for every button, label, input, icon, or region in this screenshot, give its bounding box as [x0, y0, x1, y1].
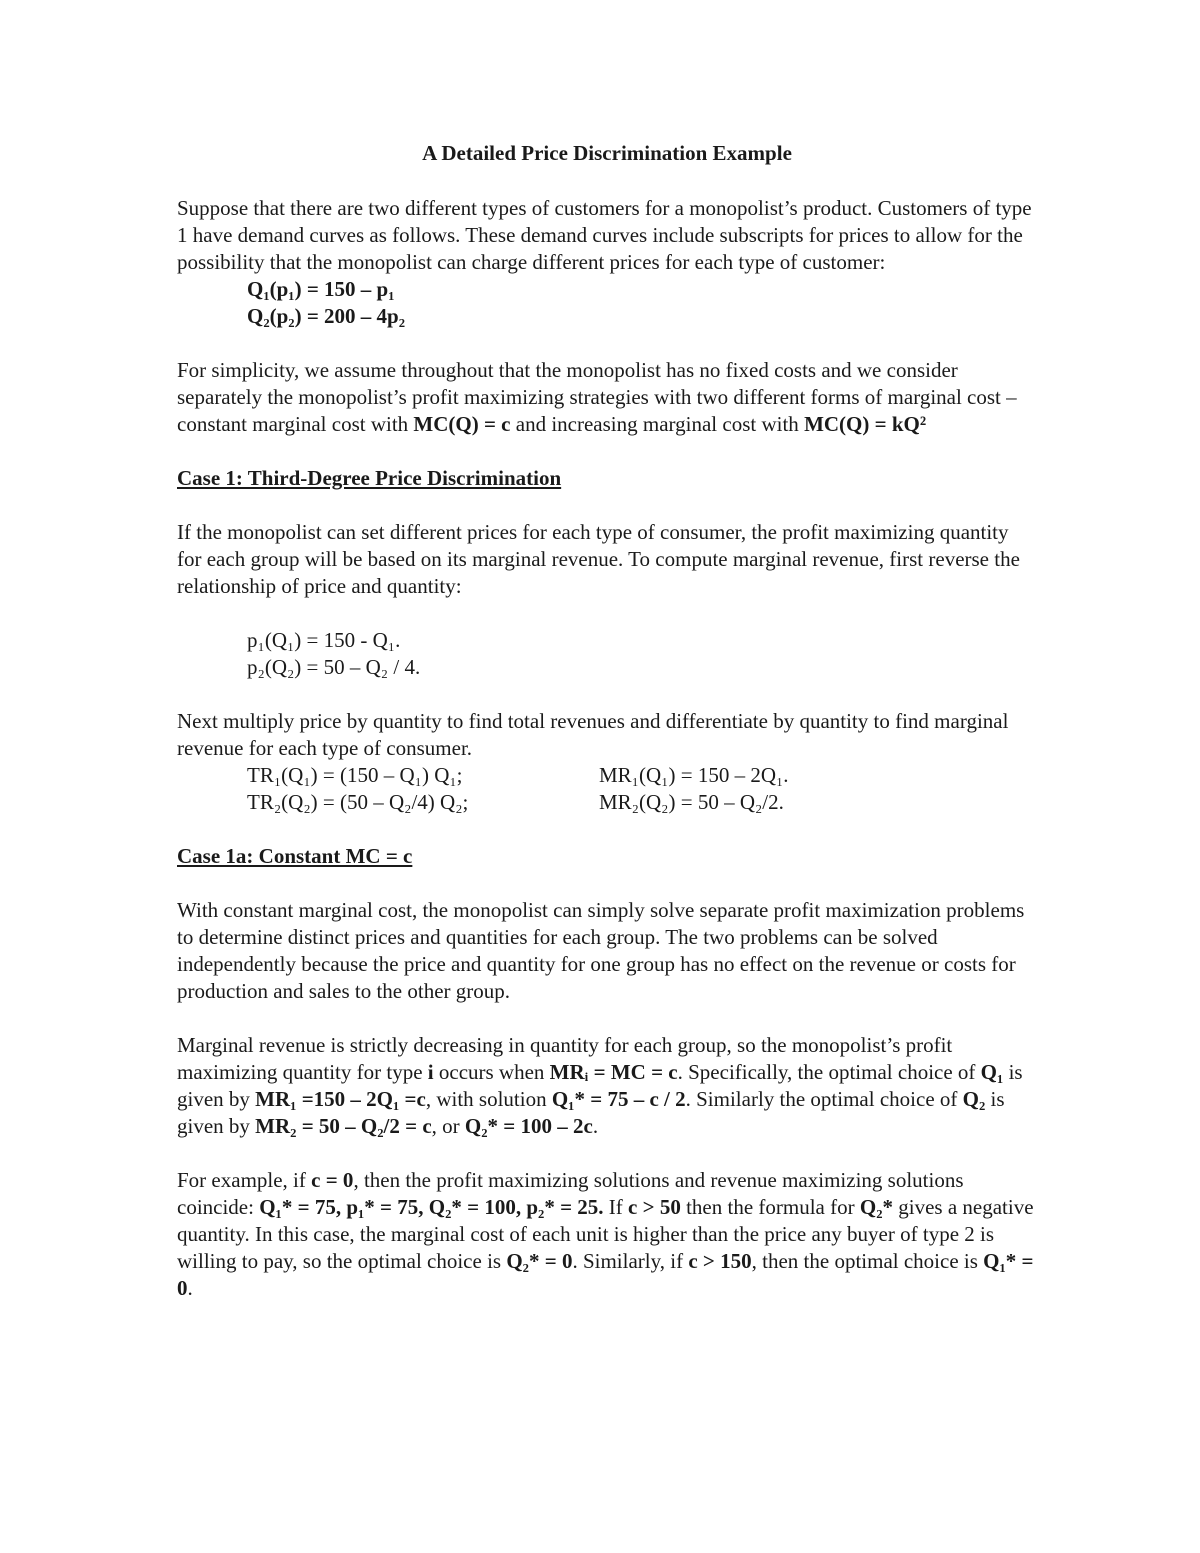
intro-paragraph: Suppose that there are two different types of customers for a monopolist’s product. Customers of type 1 have demand curves as follows. These demand curves include subscripts for prices to allow for the possibility that the monopolist can charge different prices for each type of customer: [177, 196, 1032, 274]
assumption-paragraph: For simplicity, we assume throughout that the monopolist has no fixed costs and we consider separately the monopolist’s profit maximizing strategies with two different forms of marginal cost – constant marginal cost with MC(Q) = c and increasing marginal cost with MC(Q) = kQ² [177, 358, 1017, 436]
inverse-demand-2: p₂(Q₂) = 50 – Q₂ / 4. [247, 655, 421, 679]
case1a-heading: Case 1a: Constant MC = c [177, 844, 413, 868]
case1a-paragraph-2: Marginal revenue is strictly decreasing in quantity for each group, so the monopolist’s profit maximizing quantity for type i occurs when MRᵢ = MC = c. Specifically, the optimal choice of Q₁ is given by MR₁ =150 – 2Q₁ =c, with solution Q₁* = 75 – c / 2. Similarly the optimal choice of Q₂ is given by MR₂ = 50 – Q₂/2 = c, or Q₂* = 100 – 2c. [177, 1033, 1023, 1138]
inverse-demand-equations [177, 627, 1037, 681]
total-revenue-2: TR₂(Q₂) = (50 – Q₂/4) Q₂; [247, 790, 469, 814]
revenue-row-1 [177, 762, 1037, 789]
demand-equation-2: Q₂(p₂) = 200 – 4p₂ [247, 304, 406, 328]
inverse-demand-1: p₁(Q₁) = 150 - Q₁. [247, 628, 401, 652]
revenue-equations [177, 762, 1037, 816]
marginal-revenue-2: MR₂(Q₂) = 50 – Q₂/2. [599, 790, 784, 814]
case1-heading: Case 1: Third-Degree Price Discrimination [177, 466, 562, 490]
document-page [177, 140, 1037, 1329]
demand-equation-1: Q₁(p₁) = 150 – p₁ [247, 277, 395, 301]
revenue-row-2 [177, 789, 1037, 816]
page-title: A Detailed Price Discrimination Example [422, 141, 792, 165]
marginal-revenue-1: MR₁(Q₁) = 150 – 2Q₁. [599, 763, 789, 787]
case1-paragraph: If the monopolist can set different prices for each type of consumer, the profit maximizing quantity for each group will be based on its marginal revenue. To compute marginal revenue, first reverse the relationship of price and quantity: [177, 520, 1020, 598]
case1a-paragraph-1: With constant marginal cost, the monopolist can simply solve separate profit maximization problems to determine distinct prices and quantities for each group. The two problems can be solved independently because the price and quantity for one group has no effect on the revenue or costs for production and sales to the other group. [177, 898, 1025, 1003]
total-revenue-1: TR₁(Q₁) = (150 – Q₁) Q₁; [247, 763, 463, 787]
revenue-paragraph: Next multiply price by quantity to find total revenues and differentiate by quantity to find marginal revenue for each type of consumer. [177, 709, 1009, 760]
case1a-paragraph-3: For example, if c = 0, then the profit maximizing solutions and revenue maximizing solutions coincide: Q₁* = 75, p₁* = 75, Q₂* = 100, p₂* = 25. If c > 50 then the formula for Q₂* gives a negative quantity. In this case, the marginal cost of each unit is higher than the price any buyer of type 2 is willing to pay, so the optimal choice is Q₂* = 0. Similarly, if c > 150, then the optimal choice is Q₁* = 0. [177, 1168, 1034, 1300]
demand-equations [177, 276, 1037, 330]
